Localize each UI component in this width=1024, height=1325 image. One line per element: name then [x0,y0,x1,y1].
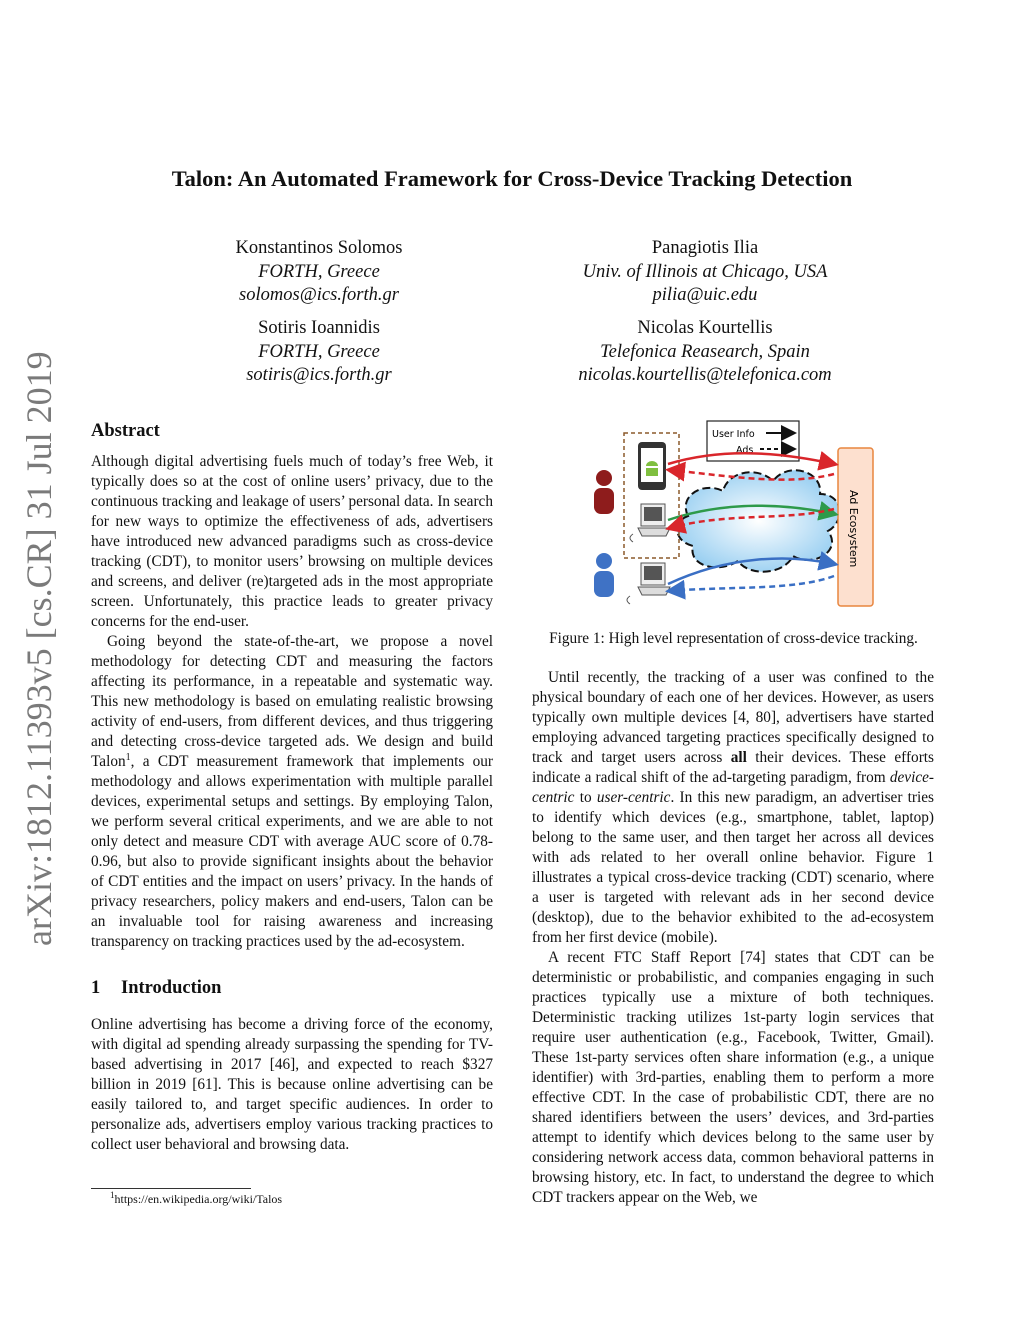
smartphone-icon [638,442,666,490]
arxiv-side-label: arXiv:1812.11393v5 [cs.CR] 31 Jul 2019 [19,351,59,946]
author-email[interactable]: sotiris@ics.forth.gr [246,365,392,385]
author-name: Panagiotis Ilia [651,238,759,258]
legend-user-info: User Info [712,429,755,440]
user-blue-icon [594,553,614,597]
body-paragraph: A recent FTC Staff Report [74] states that CDT can be deterministic or probabilistic, and companies engaging in such practices typically use a mixture of both techniques. Deterministic tracking utilizes 1st-party login services that require user authentication (e.g., Facebook, Twitter, Gmail). These 1st-party services often share information (e.g., a unique identifier) with 3rd-parties, enabling them to perform a more effective CDT. In the case of probabilistic CDT, there are no shared identifiers between the users’ devices, and 3rd-parties attempt to identify which devices belong to the same user by considering network access data, common behavioral patterns in browsing history, etc. In fact, to understand the degree to which CDT trackers appear on the Web, we [532,949,934,1206]
section-heading [91,978,493,998]
author-email[interactable]: pilia@uic.edu [652,285,758,305]
intro-paragraph: Online advertising has become a driving force of the economy, with digital ad spending already surpassing the spending for TV-based advertising in 2017 [46], and expected to reach $327 billion in 2019 [61]. This is because online advertising can be easily tailored to, and target specific audiences. In order to personalize ads, advertisers employ various tracking practices to collect user behavioral and browsing data. [91,1016,493,1153]
author-name: Sotiris Ioannidis [258,318,380,338]
desktop-icon [630,504,670,542]
body-text: to [574,789,597,806]
body-emphasis: device-centric [532,769,934,806]
author-email[interactable]: nicolas.kourtellis@telefonica.com [578,365,832,385]
author-affiliation: Telefonica Reasearch, Spain [600,341,810,362]
body-emphasis: user-centric [596,789,671,806]
author-block [545,237,865,308]
footnote-mark: 1 [110,1190,115,1200]
desktop-icon [627,563,670,604]
ad-ecosystem-label: Ad Ecosystem [847,490,860,568]
footnote-ref[interactable]: 1 [125,751,131,763]
cdt-diagram [588,416,888,612]
author-block [159,237,479,308]
abstract-text: Going beyond the state-of-the-art, we propose a novel methodology for detecting CDT and measuring the factors affecting its performance, in a repeatable and systematic way. This new methodology is based on emulating realistic browsing activity of end-users, from different devices, and thus triggering and detecting cross-device targeted ads. We design and build Talon [91,633,493,770]
figure-caption: Figure 1: High level representation of cross-device tracking. [549,630,918,647]
section-number: 1 [91,978,101,998]
abstract-paragraph: Although digital advertising fuels much of today’s free Web, it typically does so at the cost of online users’ privacy, due to the continuous tracking and leakage of users’ personal data. In search for new ways to optimize the effectiveness of ads, advertisers have introduced new advanced paradigms such as cross-device tracking (CDT), to monitor users’ browsing on multiple devices and screens, and deliver (re)targeted ads in the most appropriate screen. Unfortunately, this practice leads to greater privacy concerns for the end-user. [91,453,493,630]
body-text: Until recently, the tracking of a user was confined to the physical boundary of each one of her devices. However, as users typically own multiple devices [4, 80], advertisers have started employing advanced targeting practices specifically designed to track and target users across [532,669,934,766]
abstract-text: , a CDT measurement framework that implements our methodology and allows experimentation with multiple parallel devices, experimental setups and settings. By employing Talon, we perform several critical experiments, and we are able to not only detect and measure CDT with average AUC score of 0.78-0.96, but also to provide significant insights about the behavior of CDT entities and the impact on users’ privacy. In the hands of privacy researchers, policy makers and end-users, Talon can be an invaluable tool for raising awareness and increasing transparency on tracking practices used by the ad-ecosystem. [91,753,493,950]
figure-1 [588,416,888,612]
body-paragraph [532,668,934,948]
footnote-rule [91,1188,251,1189]
body-bold: all [730,749,747,766]
author-block [545,317,865,388]
paper-title: Talon: An Automated Framework for Cross-Device Tracking Detection [171,166,853,191]
right-column [532,668,934,1208]
author-affiliation: Univ. of Illinois at Chicago, USA [582,261,828,282]
body-text: . In this new paradigm, an advertiser tries to identify which devices (e.g., smartphone, tablet, laptop) belong to the same user, and then target her across all devices with ads related to her overall online behavior. Figure 1 illustrates a typical cross-device tracking (CDT) scenario, where a user is targeted with relevant ads in her second device (desktop), due to the behavior exhibited to the ad-ecosystem from her first device (mobile). [532,789,935,946]
author-block [159,317,479,388]
footnote-url[interactable]: https://en.wikipedia.org/wiki/Talos [114,1192,283,1206]
author-affiliation: FORTH, Greece [258,341,380,362]
author-email[interactable]: solomos@ics.forth.gr [239,285,399,305]
user-red-icon [594,470,614,514]
ads-arrow-blue [670,576,834,591]
section-title: Introduction [121,978,222,998]
footnote [110,1192,282,1207]
legend-ads: Ads [736,445,754,456]
author-name: Nicolas Kourtellis [637,318,773,338]
body-text: their devices. These efforts indicate a radical shift of the ad-targeting paradigm, from [532,749,934,786]
abstract-heading: Abstract [91,421,160,441]
author-name: Konstantinos Solomos [235,238,403,258]
abstract-paragraph [91,632,493,952]
author-affiliation: FORTH, Greece [258,261,380,282]
left-column [91,421,493,1155]
